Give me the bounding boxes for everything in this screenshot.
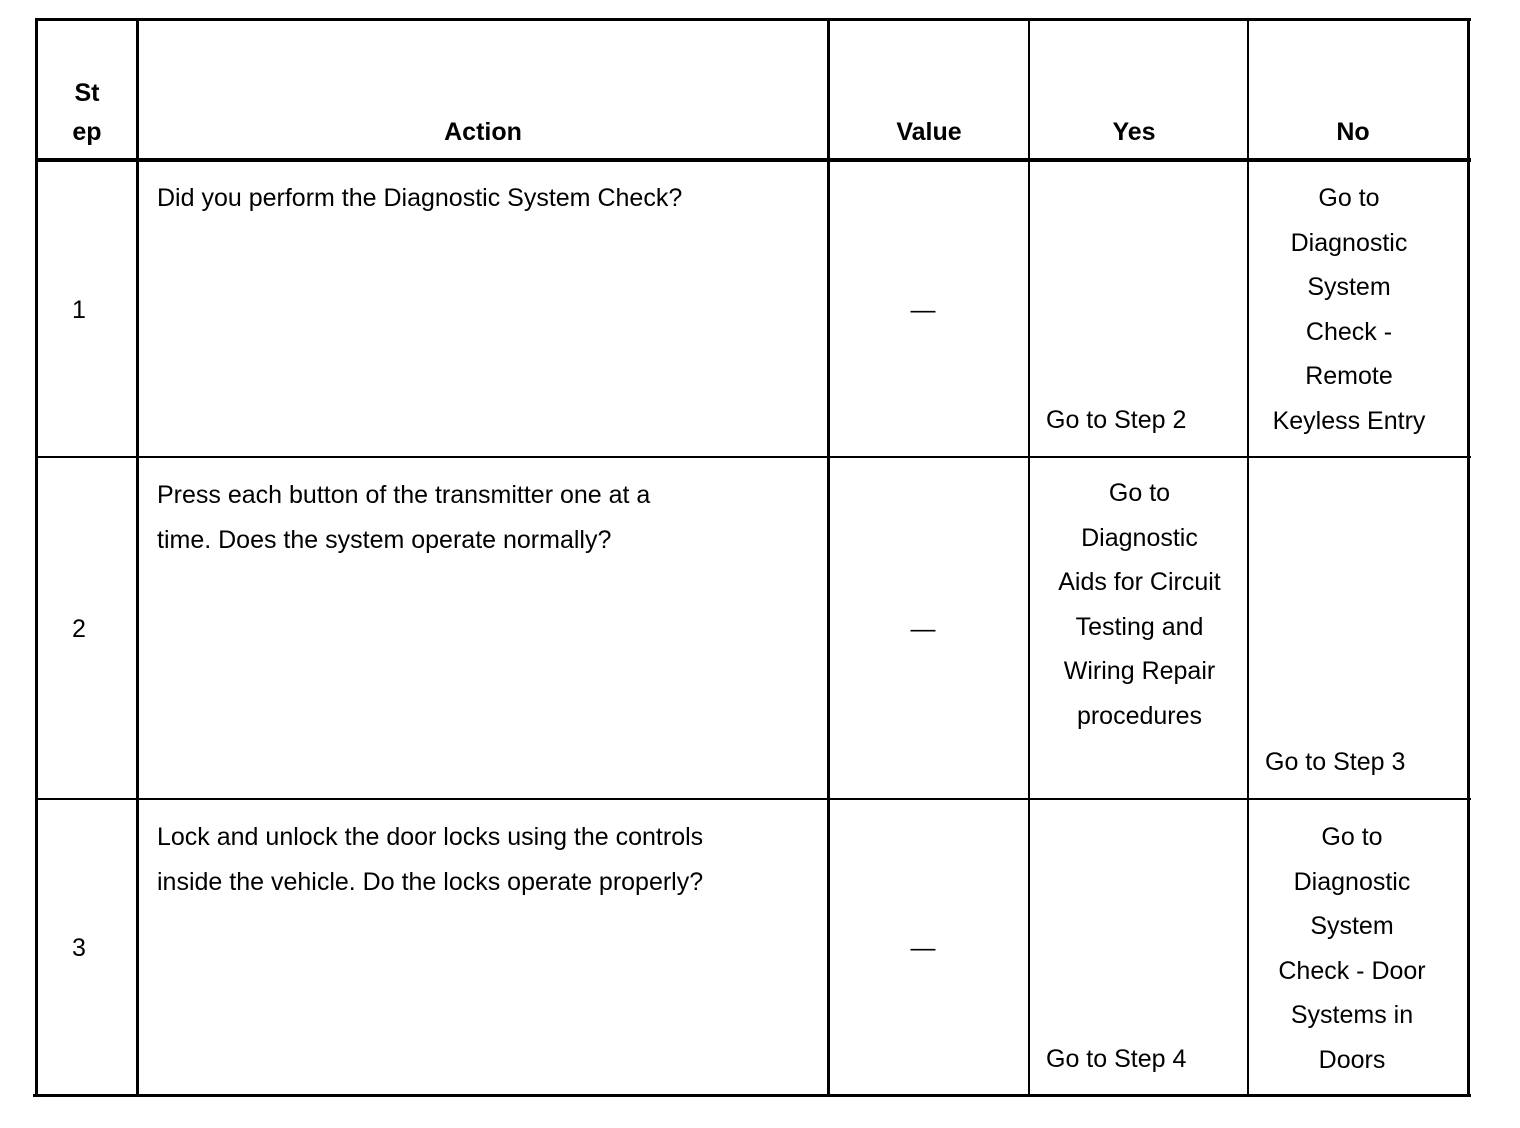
table-row-action: Lock and unlock the door locks using the controls inside the vehicle. Do the locks operate properly? [157,823,704,896]
table-row-action: Press each button of the transmitter one at a time. Does the system operate normally? [157,481,651,554]
table-row-value: — [910,934,936,962]
row-divider [35,798,1471,800]
table-row-yes: Go to Step 2 [1046,406,1187,434]
table-border-top [35,18,1471,21]
table-row-step: 3 [72,934,86,962]
table-row-no: Go to Diagnostic System Check - Door Systems in Doors [1278,823,1426,1074]
header-yes: Yes [1112,118,1156,146]
table-border-right [1467,18,1470,1097]
table-row-step: 2 [72,615,86,643]
header-action: Action [444,118,522,146]
table-row-yes: Go to Diagnostic Aids for Circuit Testing and Wiring Repair procedures [1058,479,1221,730]
table-row-value: — [910,296,936,324]
table-row-step: 1 [72,296,86,324]
header-divider [35,158,1471,162]
table-row-no: Go to Diagnostic System Check - Remote Keyless Entry [1272,184,1426,435]
column-divider [1028,18,1030,1097]
diagnostic-table [35,18,1470,1098]
header-step: St ep [72,79,102,146]
table-row-value: — [910,615,936,643]
header-value: Value [896,118,962,146]
table-row-yes: Go to Step 4 [1046,1045,1187,1073]
row-divider [35,456,1471,458]
table-row-no: Go to Step 3 [1265,748,1406,776]
header-no: No [1336,118,1370,146]
table-row-action: Did you perform the Diagnostic System Check? [157,184,683,212]
table-border-bottom [33,1094,1471,1097]
